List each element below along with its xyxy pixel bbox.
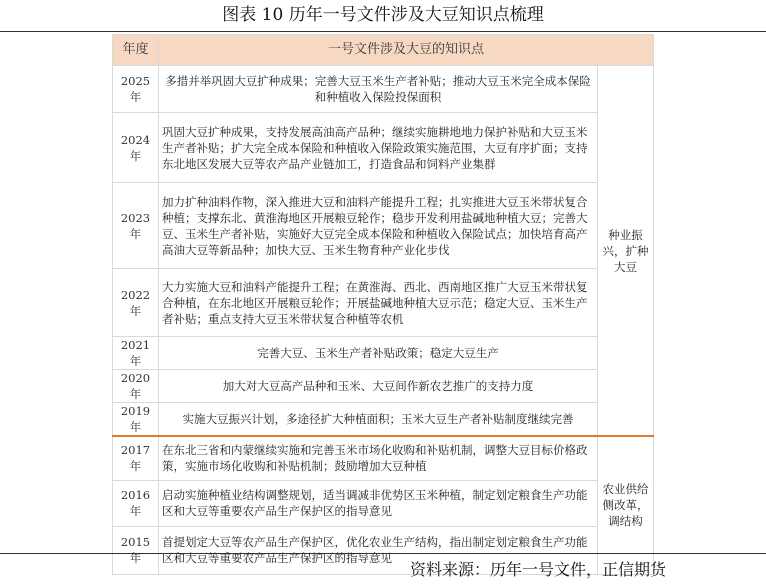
row-text: 加大对大豆高产品种和玉米、大豆间作新农艺推广的支持力度: [159, 370, 598, 403]
table-row: [113, 113, 654, 183]
table-row: [113, 269, 654, 337]
row-year: 2019年: [113, 403, 159, 437]
row-year: 2022年: [113, 269, 159, 337]
table-row: [113, 480, 654, 526]
row-year: 2016年: [113, 480, 159, 526]
row-year: 2025年: [113, 66, 159, 113]
table-row: [113, 183, 654, 269]
row-year: 2017年: [113, 436, 159, 480]
row-text: 完善大豆、玉米生产者补贴政策；稳定大豆生产: [159, 337, 598, 370]
figure-title: 图表 10 历年一号文件涉及大豆知识点梳理: [222, 5, 544, 25]
row-text: 在东北三省和内蒙继续实施和完善玉米市场化收购和补贴机制，调整大豆目标价格政策，实施市场化收购和补贴机制；鼓励增加大豆种植: [159, 436, 598, 480]
table-row: [113, 370, 654, 403]
row-text: 巩固大豆扩种成果，支持发展高油高产品种；继续实施耕地地力保护补贴和大豆玉米生产者补贴；扩大完全成本保险和种植收入保险政策实施范围，大豆有序扩面；支持东北地区发展大豆等农产品产业链加工，打造食品和饲料产业集群: [159, 113, 598, 183]
row-text: 实施大豆振兴计划，多途径扩大种植面积；玉米大豆生产者补贴制度继续完善: [159, 403, 598, 437]
table-row: [113, 436, 654, 480]
row-year: 2024年: [113, 113, 159, 183]
row-text: 首提划定大豆等农产品生产保护区，优化农业生产结构，指出制定划定粮食生产功能区和大豆等重要农产品生产保护区的指导意见: [159, 526, 598, 574]
row-year: 2020年: [113, 370, 159, 403]
table-row: [113, 337, 654, 370]
top-rule: [0, 31, 766, 32]
row-year: 2023年: [113, 183, 159, 269]
category-cell: 农业供给侧改革，调结构: [598, 436, 654, 574]
header-year: 年度: [113, 35, 159, 66]
header-content: 一号文件涉及大豆的知识点: [159, 35, 654, 66]
policy-table: [112, 34, 654, 575]
row-text: 多措并举巩固大豆扩种成果；完善大豆玉米生产者补贴；推动大豆玉米完全成本保险和种植收入保险投保面积: [159, 66, 598, 113]
row-text: 加力扩种油料作物，深入推进大豆和油料产能提升工程；扎实推进大豆玉米带状复合种植；支撑东北、黄淮海地区开展粮豆轮作；稳步开发利用盐碱地种植大豆；完善大豆、玉米生产者补贴，实施好大豆完全成本保险和种植收入保险试点；加快培育高产高油大豆等新品种；加快大豆、玉米生物育种产业化步伐: [159, 183, 598, 269]
category-cell: 种业振兴，扩种大豆: [598, 66, 654, 437]
table-header-row: [113, 35, 654, 66]
row-year: 2021年: [113, 337, 159, 370]
row-year: 2015年: [113, 526, 159, 574]
source-note: 资料来源：历年一号文件，正信期货: [409, 560, 666, 579]
table-row: [113, 66, 654, 113]
row-text: 启动实施种植业结构调整规划，适当调减非优势区玉米种植，制定划定粮食生产功能区和大豆等重要农产品生产保护区的指导意见: [159, 480, 598, 526]
row-text: 大力实施大豆和油料产能提升工程；在黄淮海、西北、西南地区推广大豆玉米带状复合种植，在东北地区开展粮豆轮作；开展盐碱地种植大豆示范；稳定大豆、玉米生产者补贴；重点支持大豆玉米带状复合种植等农机: [159, 269, 598, 337]
bottom-rule: [0, 553, 766, 554]
table-row: [113, 403, 654, 437]
